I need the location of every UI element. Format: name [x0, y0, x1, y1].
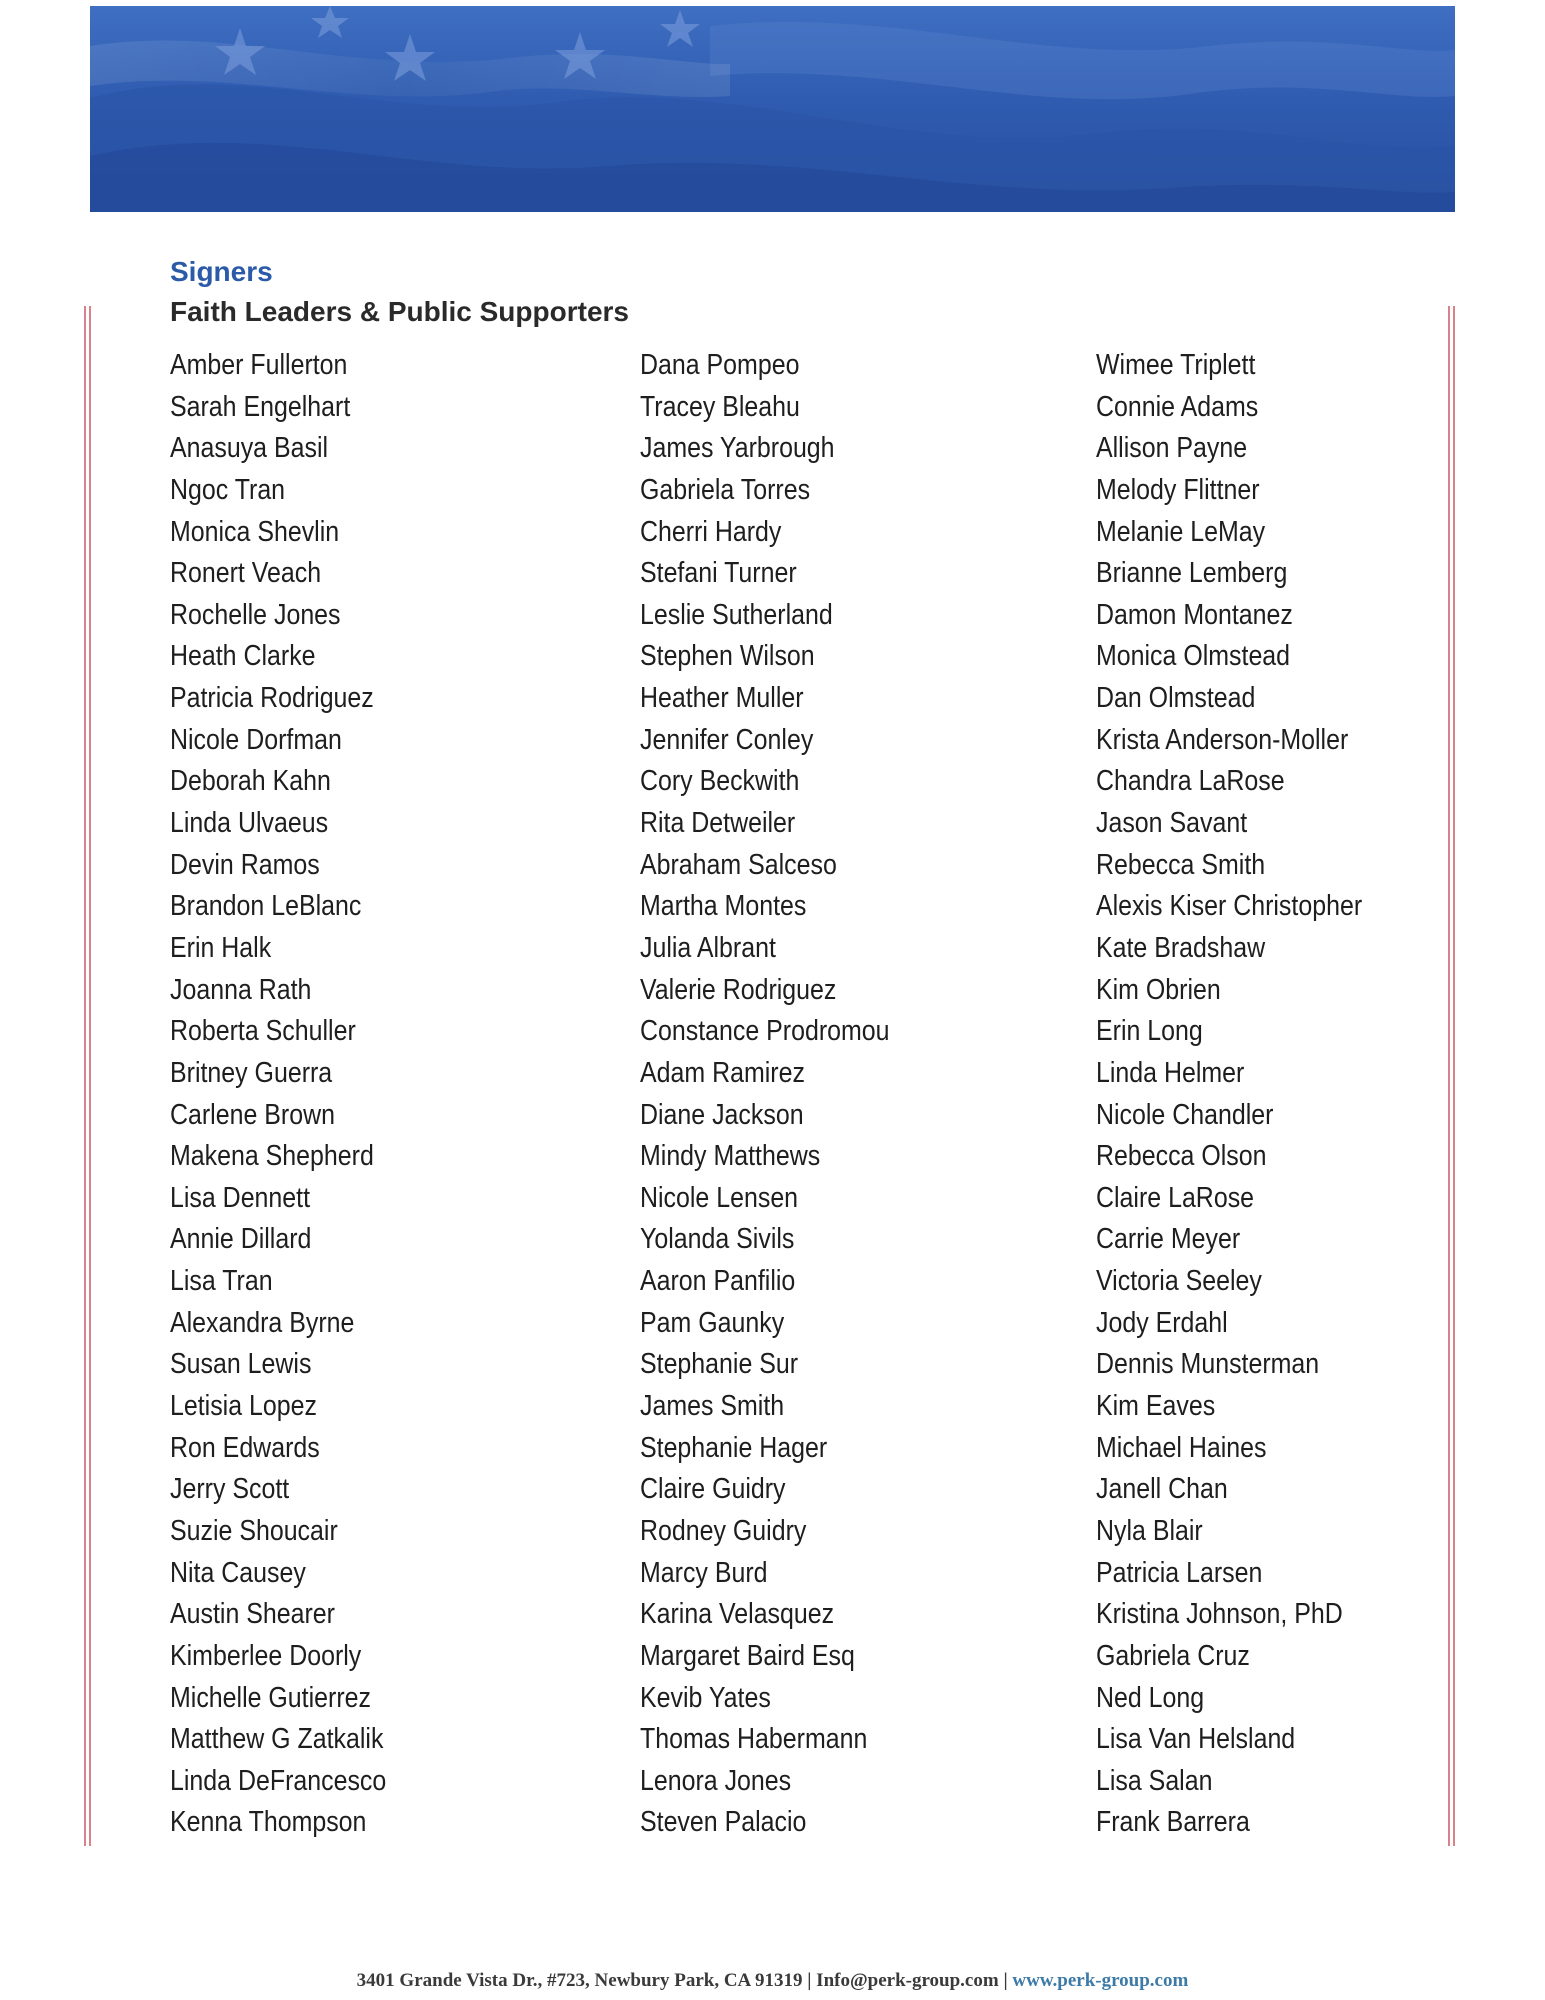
signer-name: Jody Erdahl [1096, 1306, 1228, 1339]
signer-name: Nita Causey [170, 1556, 306, 1589]
signer-name: Alexandra Byrne [170, 1306, 355, 1339]
signer-name: Jerry Scott [170, 1473, 290, 1506]
signer-name: Krista Anderson-Moller [1096, 723, 1349, 756]
signer-name: Ned Long [1096, 1681, 1205, 1714]
signer-name: Jennifer Conley [640, 723, 814, 756]
signer-name: Diane Jackson [640, 1098, 804, 1131]
signer-name: Patricia Rodriguez [170, 682, 374, 715]
signers-column-1 [170, 345, 421, 1844]
signers-column-2 [640, 345, 930, 1844]
signer-name: Rita Detweiler [640, 807, 796, 840]
signer-name: James Yarbrough [640, 432, 835, 465]
footer-separator: | [998, 1970, 1013, 1991]
signer-name: Kenna Thompson [170, 1806, 367, 1839]
signer-name: Valerie Rodriguez [640, 973, 837, 1006]
signer-name: Melanie LeMay [1096, 515, 1266, 548]
signer-name: Deborah Kahn [170, 765, 331, 798]
signer-name: Frank Barrera [1096, 1806, 1250, 1839]
signer-name: Steven Palacio [640, 1806, 807, 1839]
footer-email[interactable]: Info@perk-group.com [816, 1970, 999, 1991]
signer-name: Aaron Panfilio [640, 1265, 796, 1298]
signer-name: Linda DeFrancesco [170, 1764, 387, 1797]
signer-name: Stephanie Sur [640, 1348, 799, 1381]
signer-name: Claire Guidry [640, 1473, 786, 1506]
signer-name: Stephanie Hager [640, 1431, 828, 1464]
signer-name: Britney Guerra [170, 1056, 333, 1089]
signer-name: Heath Clarke [170, 640, 316, 673]
signer-name: Susan Lewis [170, 1348, 312, 1381]
signer-name: Kimberlee Doorly [170, 1639, 362, 1672]
signer-name: Margaret Baird Esq [640, 1639, 855, 1672]
signer-name: Rebecca Smith [1096, 848, 1266, 881]
signer-name: Allison Payne [1096, 432, 1248, 465]
signer-name: Leslie Sutherland [640, 598, 833, 631]
signer-name: Cherri Hardy [640, 515, 782, 548]
footer-website-link[interactable]: www.perk-group.com [1012, 1970, 1189, 1991]
signer-name: Chandra LaRose [1096, 765, 1285, 798]
signer-name: Ron Edwards [170, 1431, 320, 1464]
signer-name: James Smith [640, 1390, 785, 1423]
american-flag-image [90, 6, 1455, 212]
signer-name: Kevib Yates [640, 1681, 771, 1714]
footer-separator: | [802, 1970, 817, 1991]
signer-name: Thomas Habermann [640, 1723, 868, 1756]
signer-name: Michelle Gutierrez [170, 1681, 371, 1714]
page-title: Signers [170, 256, 273, 287]
signer-name: Cory Beckwith [640, 765, 800, 798]
signer-name: Kate Bradshaw [1096, 931, 1266, 964]
signer-name: Abraham Salceso [640, 848, 837, 881]
signer-name: Linda Helmer [1096, 1056, 1245, 1089]
signer-name: Linda Ulvaeus [170, 807, 329, 840]
right-decorative-rule [1448, 306, 1455, 1846]
signer-name: Kristina Johnson, PhD [1096, 1598, 1343, 1631]
signer-name: Gabriela Cruz [1096, 1639, 1250, 1672]
signer-name: Connie Adams [1096, 390, 1259, 423]
signer-name: Lenora Jones [640, 1764, 792, 1797]
signer-name: Yolanda Sivils [640, 1223, 795, 1256]
signer-name: Sarah Engelhart [170, 390, 351, 423]
signer-name: Kim Obrien [1096, 973, 1221, 1006]
signer-name: Dennis Munsterman [1096, 1348, 1320, 1381]
signer-name: Claire LaRose [1096, 1181, 1255, 1214]
signer-name: Nyla Blair [1096, 1514, 1203, 1547]
signer-name: Joanna Rath [170, 973, 312, 1006]
signers-column-3 [1096, 345, 1405, 1844]
signer-name: Rebecca Olson [1096, 1140, 1267, 1173]
signer-name: Karina Velasquez [640, 1598, 835, 1631]
signer-name: Wimee Triplett [1096, 349, 1256, 381]
signer-name: Janell Chan [1096, 1473, 1228, 1506]
signer-name: Suzie Shoucair [170, 1514, 338, 1547]
signer-name: Marcy Burd [640, 1556, 768, 1589]
signer-name: Devin Ramos [170, 848, 320, 881]
signer-name: Nicole Dorfman [170, 723, 342, 756]
signer-name: Monica Shevlin [170, 515, 340, 548]
signer-name: Tracey Bleahu [640, 390, 800, 423]
signer-name: Lisa Tran [170, 1265, 273, 1298]
signer-name: Damon Montanez [1096, 598, 1293, 631]
signer-name: Erin Halk [170, 931, 272, 964]
signer-name: Gabriela Torres [640, 473, 811, 506]
signer-name: Julia Albrant [640, 931, 776, 964]
signer-name: Constance Prodromou [640, 1015, 890, 1048]
signer-name: Lisa Salan [1096, 1764, 1213, 1797]
signer-name: Letisia Lopez [170, 1390, 317, 1423]
signer-name: Ronert Veach [170, 557, 322, 590]
signer-name: Makena Shepherd [170, 1140, 374, 1173]
footer-address: 3401 Grande Vista Dr., #723, Newbury Park, CA 91319 [356, 1970, 803, 1991]
signer-name: Carrie Meyer [1096, 1223, 1241, 1256]
signer-name: Lisa Van Helsland [1096, 1723, 1296, 1756]
american-flag-banner [90, 6, 1455, 212]
signer-name: Michael Haines [1096, 1431, 1267, 1464]
signer-name: Dana Pompeo [640, 349, 800, 381]
signer-name: Mindy Matthews [640, 1140, 821, 1173]
signer-name: Austin Shearer [170, 1598, 335, 1631]
signer-name: Stephen Wilson [640, 640, 815, 673]
section-subtitle: Faith Leaders & Public Supporters [170, 296, 629, 327]
signer-name: Adam Ramirez [640, 1056, 805, 1089]
signer-name: Matthew G Zatkalik [170, 1723, 384, 1756]
signer-name: Kim Eaves [1096, 1390, 1216, 1423]
signer-name: Victoria Seeley [1096, 1265, 1262, 1298]
signer-name: Roberta Schuller [170, 1015, 356, 1048]
signer-name: Dan Olmstead [1096, 682, 1256, 715]
signer-name: Alexis Kiser Christopher [1096, 890, 1363, 923]
footer-contact [0, 1970, 1545, 1992]
signer-name: Brandon LeBlanc [170, 890, 362, 923]
signer-name: Martha Montes [640, 890, 807, 923]
signer-name: Heather Muller [640, 682, 804, 715]
signer-name: Patricia Larsen [1096, 1556, 1263, 1589]
signer-name: Melody Flittner [1096, 473, 1260, 506]
signer-name: Monica Olmstead [1096, 640, 1291, 673]
signer-name: Anasuya Basil [170, 432, 329, 465]
signer-name: Brianne Lemberg [1096, 557, 1288, 590]
signer-name: Nicole Lensen [640, 1181, 799, 1214]
signer-name: Pam Gaunky [640, 1306, 785, 1339]
signer-name: Amber Fullerton [170, 349, 348, 381]
signer-name: Lisa Dennett [170, 1181, 311, 1214]
signer-name: Carlene Brown [170, 1098, 335, 1131]
signer-name: Rodney Guidry [640, 1514, 807, 1547]
left-decorative-rule [84, 306, 91, 1846]
signer-name: Ngoc Tran [170, 473, 286, 506]
signer-name: Erin Long [1096, 1015, 1203, 1048]
signer-name: Jason Savant [1096, 807, 1248, 840]
signer-name: Stefani Turner [640, 557, 797, 590]
signer-name: Nicole Chandler [1096, 1098, 1274, 1131]
signer-name: Annie Dillard [170, 1223, 312, 1256]
signer-name: Rochelle Jones [170, 598, 341, 631]
